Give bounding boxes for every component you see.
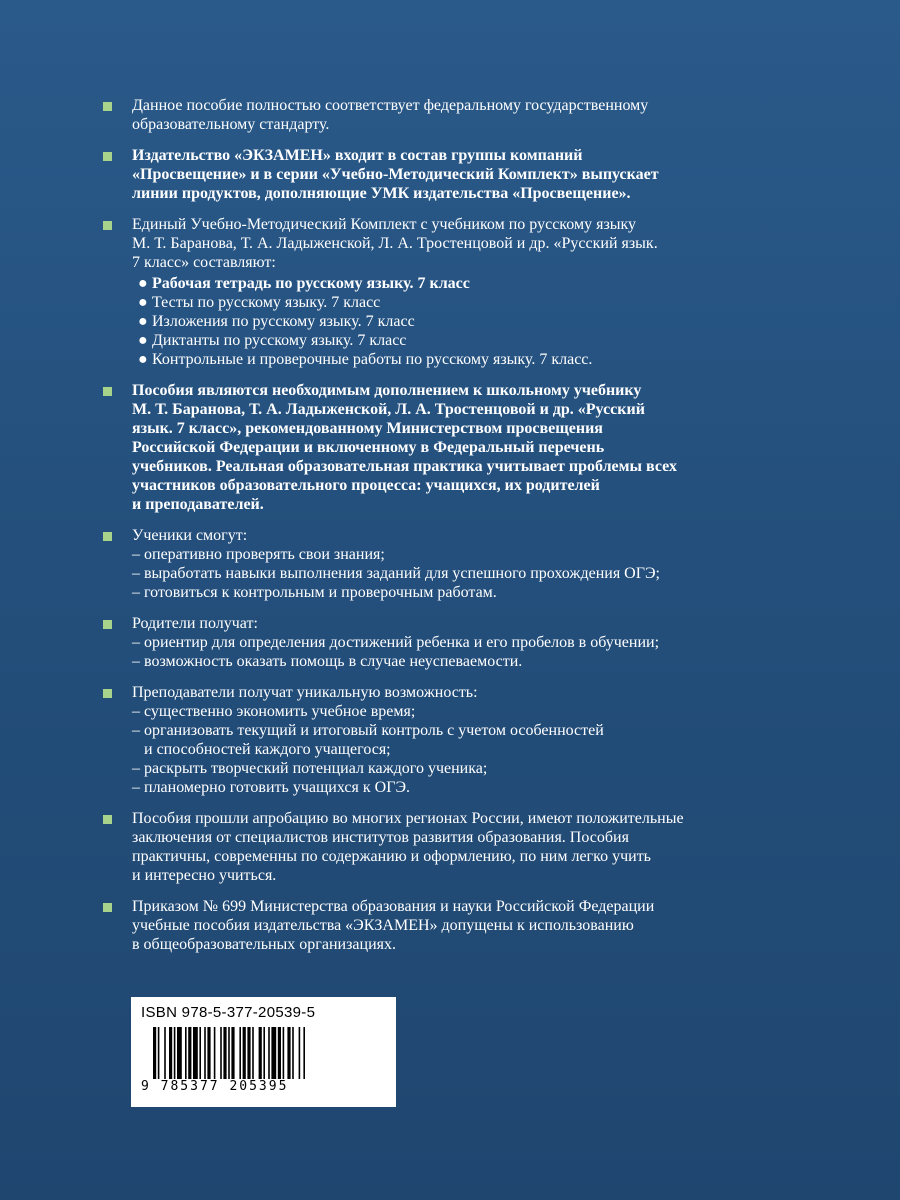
section-parents: [103, 614, 783, 671]
barcode-bar: [263, 1027, 265, 1079]
barcode-bar: [259, 1027, 262, 1079]
text-line: в общеобразовательных организациях.: [132, 936, 396, 953]
list-item-label: Диктанты по русскому языку. 7 класс: [152, 332, 407, 349]
list-item-label: Тесты по русскому языку. 7 класс: [152, 294, 381, 311]
isbn-barcode-box: [131, 997, 396, 1107]
text-line: Ученики смогут:: [132, 527, 248, 544]
list-item: [132, 312, 783, 331]
text-line: Родители получат:: [132, 615, 258, 632]
dot-icon: ●: [138, 313, 148, 330]
bullet-icon: [103, 620, 112, 629]
list-item: [132, 274, 783, 293]
section-students: [103, 526, 783, 602]
barcode-bar: [239, 1027, 241, 1079]
text-line: – организовать текущий и итоговый контроль с учетом особенностей: [132, 722, 604, 739]
barcode-bar: [193, 1027, 198, 1079]
text-line: – возможность оказать помощь в случае неуспеваемости.: [132, 653, 523, 670]
barcode-bar: [158, 1027, 160, 1079]
barcode-bar: [299, 1027, 301, 1079]
text-line: и способностей каждого учащегося;: [132, 741, 391, 758]
text-line: М. Т. Баранова, Т. А. Ладыженской, Л. А. Тростенцовой и др. «Русский язык.: [132, 235, 658, 252]
barcode-bar: [214, 1027, 216, 1079]
section-teachers: [103, 683, 783, 797]
bullet-icon: [103, 903, 112, 912]
barcode-bar: [185, 1027, 187, 1079]
section-approbation: [103, 809, 783, 885]
barcode-bars: [141, 1027, 384, 1079]
barcode-bar: [153, 1027, 156, 1079]
dot-icon: ●: [138, 294, 148, 311]
section-publisher: [103, 146, 783, 203]
section-order: [103, 897, 783, 954]
text-line: – раскрыть творческий потенциал каждого ученика;: [132, 760, 488, 777]
barcode-bar: [188, 1027, 191, 1079]
barcode-bar: [243, 1027, 246, 1079]
barcode-bar: [204, 1027, 206, 1079]
barcode-bar: [220, 1027, 222, 1079]
bullet-icon: [103, 689, 112, 698]
barcode-bar: [271, 1027, 276, 1079]
barcode-bar: [247, 1027, 250, 1079]
text-line: М. Т. Баранова, Т. А. Ладыженской, Л. А. Тростенцовой и др. «Русский: [132, 401, 645, 418]
bullet-icon: [103, 815, 112, 824]
barcode-bar: [223, 1027, 226, 1079]
text-line: учебников. Реальная образовательная практика учитывает проблемы всех: [132, 458, 677, 475]
dot-icon: ●: [138, 351, 148, 368]
barcode-bar: [231, 1027, 234, 1079]
text-line: Пособия прошли апробацию во многих регионах России, имеют положительные: [132, 810, 684, 827]
bullet-icon: [103, 387, 112, 396]
text-line: – ориентир для определения достижений ребенка и его пробелов в обучении;: [132, 634, 660, 651]
barcode-bar: [164, 1027, 166, 1079]
list-item: [132, 350, 783, 369]
text-line: Единый Учебно-Методический Комплект с учебником по русскому языку: [132, 216, 637, 233]
text-line: «Просвещение» и в серии «Учебно-Методический Комплект» выпускает: [132, 166, 659, 183]
text-line: Преподаватели получат уникальную возможность:: [132, 684, 478, 701]
umk-list: [132, 274, 783, 369]
bullet-icon: [103, 152, 112, 161]
text-line: язык. 7 класс», рекомендованному Министерством просвещения: [132, 420, 603, 437]
barcode-bar: [174, 1027, 176, 1079]
text-line: Приказом № 699 Министерства образования и науки Российской Федерации: [132, 898, 655, 915]
bullet-icon: [103, 532, 112, 541]
barcode-bar: [292, 1027, 294, 1079]
barcode-bar: [228, 1027, 230, 1079]
text-line: и интересно учиться.: [132, 867, 277, 884]
bullet-icon: [103, 102, 112, 111]
barcode-bar: [169, 1027, 172, 1079]
isbn-label: ISBN 978-5-377-20539-5: [141, 1004, 316, 1021]
barcode-bar: [252, 1027, 254, 1079]
barcode-bar: [287, 1027, 290, 1079]
barcode-bar: [199, 1027, 201, 1079]
text-line: линии продуктов, дополняющие УМК издательства «Просвещение».: [132, 185, 631, 202]
back-cover-text: [103, 96, 783, 966]
barcode-bar: [268, 1027, 270, 1079]
text-line: учебные пособия издательства «ЭКЗАМЕН» допущены к использованию: [132, 917, 634, 934]
text-line: – оперативно проверять свои знания;: [132, 546, 385, 563]
barcode-bar: [303, 1027, 305, 1079]
text-line: Российской Федерации и включенному в Федеральный перечень: [132, 439, 605, 456]
text-line: 7 класс» составляют:: [132, 254, 276, 271]
text-line: практичны, современны по содержанию и оформлению, по ним легко учить: [132, 848, 651, 865]
text-line: образовательному стандарту.: [132, 116, 330, 133]
text-line: и преподавателей.: [132, 496, 264, 513]
list-item: [132, 331, 783, 350]
text-line: участников образовательного процесса: учащихся, их родителей: [132, 477, 600, 494]
text-line: заключения от специалистов институтов развития образования. Пособия: [132, 829, 629, 846]
barcode-digits: 9 785377 205395: [141, 1079, 289, 1094]
text-line: Данное пособие полностью соответствует федеральному государственному: [132, 97, 649, 114]
text-line: Пособия являются необходимым дополнением к школьному учебнику: [132, 382, 642, 399]
text-line: – существенно экономить учебное время;: [132, 703, 416, 720]
bullet-icon: [103, 221, 112, 230]
barcode-bar: [283, 1027, 285, 1079]
barcode: [141, 1027, 384, 1093]
dot-icon: ●: [138, 275, 148, 292]
text-line: – готовиться к контрольным и проверочным работам.: [132, 584, 497, 601]
section-standard: [103, 96, 783, 134]
text-line: – планомерно готовить учащихся к ОГЭ.: [132, 779, 411, 796]
section-umk: [103, 215, 783, 369]
list-item: [132, 293, 783, 312]
dot-icon: ●: [138, 332, 148, 349]
text-line: – выработать навыки выполнения заданий для успешного прохождения ОГЭ;: [132, 565, 660, 582]
section-purpose: [103, 381, 783, 514]
list-item-label: Контрольные и проверочные работы по русскому языку. 7 класс.: [152, 351, 593, 368]
barcode-bar: [177, 1027, 182, 1079]
text-line: Издательство «ЭКЗАМЕН» входит в состав группы компаний: [132, 147, 583, 164]
barcode-bar: [278, 1027, 281, 1079]
list-item-label: Изложения по русскому языку. 7 класс: [152, 313, 415, 330]
list-item-label: Рабочая тетрадь по русскому языку. 7 класс: [152, 275, 470, 292]
barcode-bar: [207, 1027, 210, 1079]
